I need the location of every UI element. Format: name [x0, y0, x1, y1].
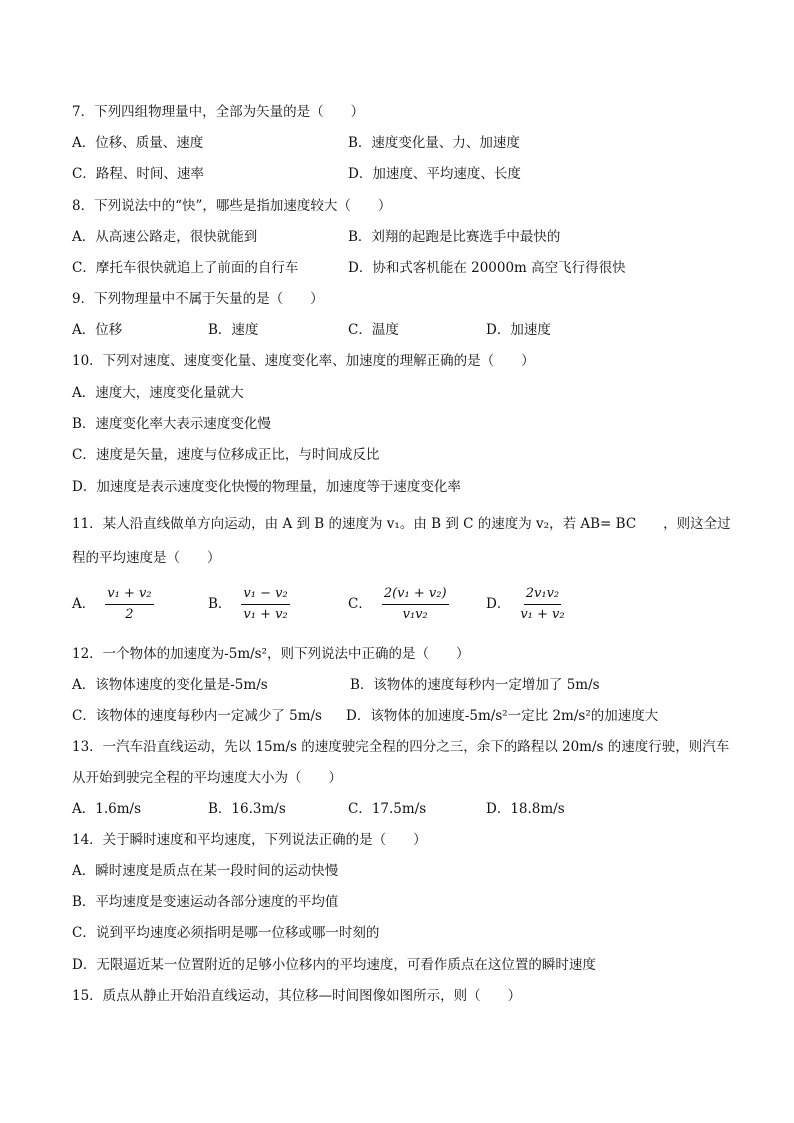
q7-option-b: B．速度变化量、力、加速度: [348, 135, 520, 151]
q9-option-d: D．加速度: [486, 322, 551, 338]
q11-option-c-fraction: [382, 586, 449, 623]
q11-option-a-label: A．: [72, 596, 96, 612]
q13-stem-line2: 从开始到驶完全程的平均速度大小为（ ）: [72, 770, 342, 786]
q8-option-c: C．摩托车很快就追上了前面的自行车: [72, 260, 299, 276]
q8-option-b: B．刘翔的起跑是比赛选手中最快的: [348, 229, 561, 245]
q13-option-d: D．18.8m/s: [486, 801, 565, 817]
q11-option-d: [486, 586, 565, 623]
q11-option-b-fraction: [241, 586, 289, 623]
q11-stem-line1: 11．某人沿直线做单方向运动，由 A 到 B 的速度为 v₁。由 B 到 C 的速度为 v₂，若 AB= BC ，则这全过: [72, 516, 731, 532]
q12-stem: 12．一个物体的加速度为-5m/s²，则下列说法中正确的是（ ）: [72, 646, 470, 662]
q11-option-b-numerator: v₁ − v₂: [241, 586, 289, 605]
q12-option-c: C．该物体的速度每秒内一定减少了 5m/s: [72, 708, 322, 724]
q7-option-d: D．加速度、平均速度、长度: [348, 166, 521, 182]
q14-option-b: B．平均速度是变速运动各部分速度的平均值: [72, 894, 339, 910]
q11-option-d-numerator: 2v₁v₂: [524, 586, 561, 605]
q10-option-c: C．速度是矢量，速度与位移成正比，与时间成反比: [72, 447, 380, 463]
q8-option-d: D．协和式客机能在 20000m 高空飞行得很快: [348, 260, 626, 276]
q13-option-c: C．17.5m/s: [348, 801, 427, 817]
q13-stem-line1: 13．一汽车沿直线运动，先以 15m/s 的速度驶完全程的四分之三，余下的路程以 20m/s 的速度行驶，则汽车: [72, 739, 730, 755]
q14-option-d: D．无限逼近某一位置附近的足够小位移内的平均速度，可看作质点在这位置的瞬时速度: [72, 957, 596, 973]
q14-option-a: A．瞬时速度是质点在某一段时间的运动快慢: [72, 863, 339, 879]
q11-stem-line2: 程的平均速度是（ ）: [72, 550, 221, 566]
q12-option-a: A．该物体速度的变化量是-5m/s: [72, 677, 268, 693]
q12-option-b: B．该物体的速度每秒内一定增加了 5m/s: [350, 677, 600, 693]
q13-option-b: B．16.3m/s: [208, 801, 286, 817]
q11-option-a-numerator: v₁ + v₂: [105, 586, 153, 605]
q11-option-a-denominator: 2: [125, 607, 134, 622]
q11-option-c-numerator: 2(v₁ + v₂): [382, 586, 449, 605]
q11-option-d-label: D．: [486, 596, 511, 612]
q7-option-c: C．路程、时间、速率: [72, 166, 204, 182]
q11-option-d-fraction: [520, 586, 564, 623]
q11-option-b: [208, 586, 290, 623]
q8-stem: 8．下列说法中的“快”，哪些是指加速度较大（ ）: [72, 198, 392, 214]
q9-option-c: C．温度: [348, 322, 399, 338]
q11-option-c-label: C．: [348, 596, 372, 612]
q11-option-b-denominator: v₁ + v₂: [243, 607, 288, 622]
q10-stem: 10．下列对速度、速度变化量、速度变化率、加速度的理解正确的是（ ）: [72, 353, 535, 369]
q10-option-a: A．速度大，速度变化量就大: [72, 385, 244, 401]
q15-stem: 15．质点从静止开始沿直线运动，其位移—时间图像如图所示，则（ ）: [72, 988, 522, 1004]
q9-stem: 9．下列物理量中不属于矢量的是（ ）: [72, 291, 324, 307]
q14-stem: 14．关于瞬时速度和平均速度，下列说法正确的是（ ）: [72, 832, 427, 848]
q11-option-d-denominator: v₁ + v₂: [520, 607, 565, 622]
q13-option-a: A．1.6m/s: [72, 801, 141, 817]
q14-option-c: C．说到平均速度必须指明是哪一位移或哪一时刻的: [72, 925, 380, 941]
q9-option-a: A．位移: [72, 322, 123, 338]
q7-option-a: A．位移、质量、速度: [72, 135, 204, 151]
q8-option-a: A．从高速公路走，很快就能到: [72, 229, 258, 245]
q7-stem: 7．下列四组物理量中，全部为矢量的是（ ）: [72, 104, 365, 120]
q11-option-a: [72, 586, 154, 623]
q11-option-b-label: B．: [208, 596, 232, 612]
q12-option-d: D．该物体的加速度-5m/s²一定比 2m/s²的加速度大: [346, 708, 659, 724]
q11-option-c-denominator: v₁v₂: [402, 607, 428, 622]
q10-option-d: D．加速度是表示速度变化快慢的物理量，加速度等于速度变化率: [72, 479, 461, 495]
q11-option-a-fraction: [105, 586, 153, 623]
q9-option-b: B．速度: [208, 322, 259, 338]
q11-option-c: [348, 586, 449, 623]
q10-option-b: B．速度变化率大表示速度变化慢: [72, 416, 271, 432]
